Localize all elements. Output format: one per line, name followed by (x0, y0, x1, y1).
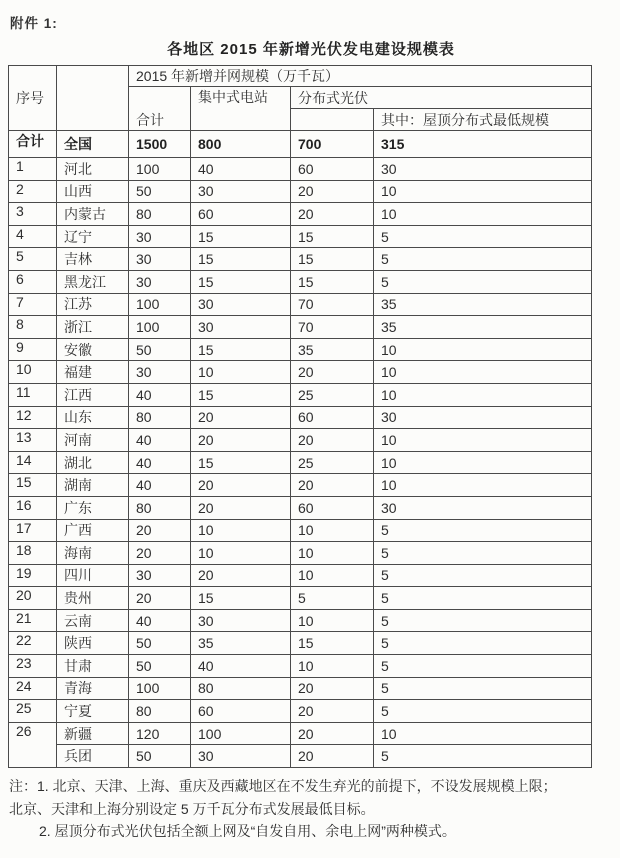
cell-total: 20 (129, 587, 191, 610)
cell-total: 40 (129, 383, 191, 406)
cell-region: 宁夏 (57, 700, 129, 723)
cell-no: 25 (9, 700, 57, 723)
cell-rooftop: 5 (374, 745, 592, 768)
cell-total: 1500 (129, 131, 191, 158)
cell-region: 河北 (57, 158, 129, 181)
cell-region: 辽宁 (57, 225, 129, 248)
cell-rooftop: 35 (374, 316, 592, 339)
cell-region: 湖南 (57, 474, 129, 497)
cell-distributed: 20 (291, 677, 374, 700)
cell-total: 30 (129, 225, 191, 248)
table-row (9, 655, 592, 678)
cell-centralized: 60 (191, 203, 291, 226)
cell-centralized: 20 (191, 564, 291, 587)
table-row (9, 248, 592, 271)
cell-no: 14 (9, 451, 57, 474)
cell-rooftop: 10 (374, 361, 592, 384)
cell-no: 3 (9, 203, 57, 226)
cell-no: 1 (9, 158, 57, 181)
cell-region: 安徽 (57, 338, 129, 361)
cell-region: 山东 (57, 406, 129, 429)
cell-centralized: 15 (191, 248, 291, 271)
footnote-line-3: 2. 屋顶分布式光伏包括全额上网及“自发自用、余电上网”两种模式。 (39, 823, 456, 840)
cell-total: 40 (129, 429, 191, 452)
cell-region: 海南 (57, 542, 129, 565)
cell-rooftop: 5 (374, 270, 592, 293)
cell-no: 12 (9, 406, 57, 429)
cell-distributed: 700 (291, 131, 374, 158)
cell-total: 80 (129, 496, 191, 519)
cell-total: 40 (129, 451, 191, 474)
table-row (9, 677, 592, 700)
cell-rooftop: 10 (374, 451, 592, 474)
cell-centralized: 80 (191, 677, 291, 700)
cell-total: 30 (129, 361, 191, 384)
table-row (9, 496, 592, 519)
cell-no: 18 (9, 542, 57, 565)
cell-distributed: 20 (291, 700, 374, 723)
cell-centralized: 15 (191, 338, 291, 361)
cell-region: 黑龙江 (57, 270, 129, 293)
cell-region: 福建 (57, 361, 129, 384)
cell-region: 江西 (57, 383, 129, 406)
cell-centralized: 15 (191, 451, 291, 474)
table-row (9, 361, 592, 384)
cell-no: 22 (9, 632, 57, 655)
table-row (9, 270, 592, 293)
cell-rooftop: 5 (374, 700, 592, 723)
cell-no: 20 (9, 587, 57, 610)
cell-distributed: 10 (291, 655, 374, 678)
cell-no: 21 (9, 609, 57, 632)
column-header-region (57, 66, 129, 131)
cell-rooftop: 5 (374, 632, 592, 655)
cell-total: 100 (129, 316, 191, 339)
table-row (9, 180, 592, 203)
cell-no: 23 (9, 655, 57, 678)
cell-rooftop: 10 (374, 203, 592, 226)
cell-distributed: 10 (291, 542, 374, 565)
cell-total: 50 (129, 180, 191, 203)
cell-no: 11 (9, 383, 57, 406)
cell-region: 山西 (57, 180, 129, 203)
cell-region: 四川 (57, 564, 129, 587)
cell-distributed: 35 (291, 338, 374, 361)
cell-total: 50 (129, 655, 191, 678)
cell-region: 兵团 (57, 745, 129, 768)
cell-region: 河南 (57, 429, 129, 452)
table-row (9, 203, 592, 226)
cell-total: 100 (129, 677, 191, 700)
cell-distributed: 15 (291, 270, 374, 293)
cell-total: 100 (129, 293, 191, 316)
cell-no: 2 (9, 180, 57, 203)
cell-no: 8 (9, 316, 57, 339)
cell-rooftop: 5 (374, 655, 592, 678)
cell-centralized: 30 (191, 745, 291, 768)
cell-total: 100 (129, 158, 191, 181)
header-row-1 (9, 66, 592, 87)
cell-total: 120 (129, 722, 191, 745)
cell-region: 吉林 (57, 248, 129, 271)
cell-centralized: 15 (191, 225, 291, 248)
cell-rooftop: 5 (374, 519, 592, 542)
cell-total: 50 (129, 632, 191, 655)
cell-distributed: 60 (291, 406, 374, 429)
table-row (9, 700, 592, 723)
cell-rooftop: 30 (374, 496, 592, 519)
pv-scale-table (8, 65, 592, 768)
cell-region: 全国 (57, 131, 129, 158)
table-header (9, 66, 592, 131)
cell-distributed: 25 (291, 383, 374, 406)
cell-centralized: 30 (191, 609, 291, 632)
cell-centralized: 35 (191, 632, 291, 655)
cell-region: 湖北 (57, 451, 129, 474)
cell-no: 26 (9, 722, 57, 767)
cell-region: 贵州 (57, 587, 129, 610)
cell-rooftop: 5 (374, 225, 592, 248)
cell-rooftop: 10 (374, 180, 592, 203)
column-header-distributed-empty (291, 109, 374, 131)
cell-distributed: 20 (291, 361, 374, 384)
column-header-rooftop-min: 其中：屋顶分布式最低规模 (374, 109, 592, 131)
cell-no: 5 (9, 248, 57, 271)
cell-rooftop: 30 (374, 406, 592, 429)
cell-distributed: 15 (291, 248, 374, 271)
table-row (9, 542, 592, 565)
footnotes (9, 775, 614, 843)
cell-region: 青海 (57, 677, 129, 700)
cell-centralized: 10 (191, 361, 291, 384)
table-row (9, 474, 592, 497)
cell-distributed: 5 (291, 587, 374, 610)
cell-rooftop: 315 (374, 131, 592, 158)
table-row (9, 451, 592, 474)
cell-total: 80 (129, 700, 191, 723)
cell-region: 广西 (57, 519, 129, 542)
table-body (9, 131, 592, 768)
cell-total: 80 (129, 203, 191, 226)
page-title: 各地区 2015 年新增光伏发电建设规模表 (167, 41, 455, 58)
cell-rooftop: 5 (374, 564, 592, 587)
cell-centralized: 30 (191, 293, 291, 316)
cell-region: 广东 (57, 496, 129, 519)
cell-no: 15 (9, 474, 57, 497)
cell-rooftop: 10 (374, 429, 592, 452)
cell-centralized: 40 (191, 655, 291, 678)
cell-distributed: 10 (291, 564, 374, 587)
total-row (9, 131, 592, 158)
cell-total: 20 (129, 542, 191, 565)
table-row (9, 338, 592, 361)
cell-region: 云南 (57, 609, 129, 632)
cell-centralized: 20 (191, 474, 291, 497)
table-row (9, 587, 592, 610)
cell-rooftop: 5 (374, 587, 592, 610)
cell-rooftop: 10 (374, 383, 592, 406)
cell-no: 6 (9, 270, 57, 293)
footnote-line-2: 北京、天津和上海分别设定 5 万千瓦分布式发展最低目标。 (9, 800, 375, 817)
cell-rooftop: 35 (374, 293, 592, 316)
cell-distributed: 20 (291, 180, 374, 203)
cell-no: 17 (9, 519, 57, 542)
cell-distributed: 60 (291, 158, 374, 181)
cell-distributed: 10 (291, 519, 374, 542)
column-group-header: 2015 年新增并网规模（万千瓦） (129, 66, 592, 87)
table-row (9, 383, 592, 406)
table-row (9, 158, 592, 181)
cell-rooftop: 5 (374, 248, 592, 271)
cell-distributed: 60 (291, 496, 374, 519)
cell-rooftop: 5 (374, 542, 592, 565)
cell-no: 13 (9, 429, 57, 452)
table-row (9, 745, 592, 768)
cell-no: 7 (9, 293, 57, 316)
cell-region: 内蒙古 (57, 203, 129, 226)
cell-rooftop: 30 (374, 158, 592, 181)
cell-centralized: 20 (191, 429, 291, 452)
cell-rooftop: 10 (374, 338, 592, 361)
cell-distributed: 20 (291, 745, 374, 768)
cell-centralized: 20 (191, 496, 291, 519)
cell-centralized: 15 (191, 587, 291, 610)
cell-total: 20 (129, 519, 191, 542)
cell-distributed: 15 (291, 225, 374, 248)
cell-total: 30 (129, 564, 191, 587)
cell-total: 40 (129, 609, 191, 632)
cell-centralized: 10 (191, 519, 291, 542)
cell-centralized: 15 (191, 383, 291, 406)
cell-rooftop: 5 (374, 677, 592, 700)
cell-no: 24 (9, 677, 57, 700)
table-row (9, 316, 592, 339)
cell-distributed: 70 (291, 293, 374, 316)
cell-centralized: 15 (191, 270, 291, 293)
cell-distributed: 10 (291, 609, 374, 632)
cell-centralized: 10 (191, 542, 291, 565)
cell-centralized: 30 (191, 316, 291, 339)
cell-distributed: 20 (291, 474, 374, 497)
cell-total: 80 (129, 406, 191, 429)
table-row (9, 429, 592, 452)
cell-total: 30 (129, 270, 191, 293)
column-header-centralized: 集中式电站 (191, 87, 291, 131)
cell-rooftop: 10 (374, 474, 592, 497)
cell-distributed: 20 (291, 722, 374, 745)
cell-rooftop: 5 (374, 609, 592, 632)
cell-no: 合计 (9, 131, 57, 158)
cell-total: 50 (129, 745, 191, 768)
cell-total: 40 (129, 474, 191, 497)
cell-distributed: 15 (291, 632, 374, 655)
column-header-distributed: 分布式光伏 (291, 87, 592, 109)
cell-total: 50 (129, 338, 191, 361)
table-row (9, 293, 592, 316)
cell-region: 江苏 (57, 293, 129, 316)
cell-no: 10 (9, 361, 57, 384)
cell-no: 19 (9, 564, 57, 587)
table-row (9, 519, 592, 542)
cell-distributed: 70 (291, 316, 374, 339)
attachment-label: 附件 1: (10, 16, 58, 31)
table-row (9, 564, 592, 587)
cell-centralized: 60 (191, 700, 291, 723)
cell-centralized: 30 (191, 180, 291, 203)
cell-region: 陕西 (57, 632, 129, 655)
cell-centralized: 20 (191, 406, 291, 429)
table-row (9, 722, 592, 745)
footnote-line-1: 注：1. 北京、天津、上海、重庆及西藏地区在不发生弃光的前提下，不设发展规模上限； (9, 778, 557, 795)
cell-distributed: 20 (291, 429, 374, 452)
cell-centralized: 40 (191, 158, 291, 181)
column-header-no: 序号 (9, 66, 57, 131)
cell-no: 4 (9, 225, 57, 248)
table-row (9, 609, 592, 632)
cell-no: 9 (9, 338, 57, 361)
cell-distributed: 20 (291, 203, 374, 226)
cell-region: 浙江 (57, 316, 129, 339)
cell-region: 甘肃 (57, 655, 129, 678)
cell-region: 新疆 (57, 722, 129, 745)
column-header-total: 合计 (129, 87, 191, 131)
cell-distributed: 25 (291, 451, 374, 474)
cell-centralized: 800 (191, 131, 291, 158)
cell-total: 30 (129, 248, 191, 271)
table-row (9, 632, 592, 655)
table-row (9, 225, 592, 248)
cell-rooftop: 10 (374, 722, 592, 745)
table-row (9, 406, 592, 429)
cell-centralized: 100 (191, 722, 291, 745)
cell-no: 16 (9, 496, 57, 519)
